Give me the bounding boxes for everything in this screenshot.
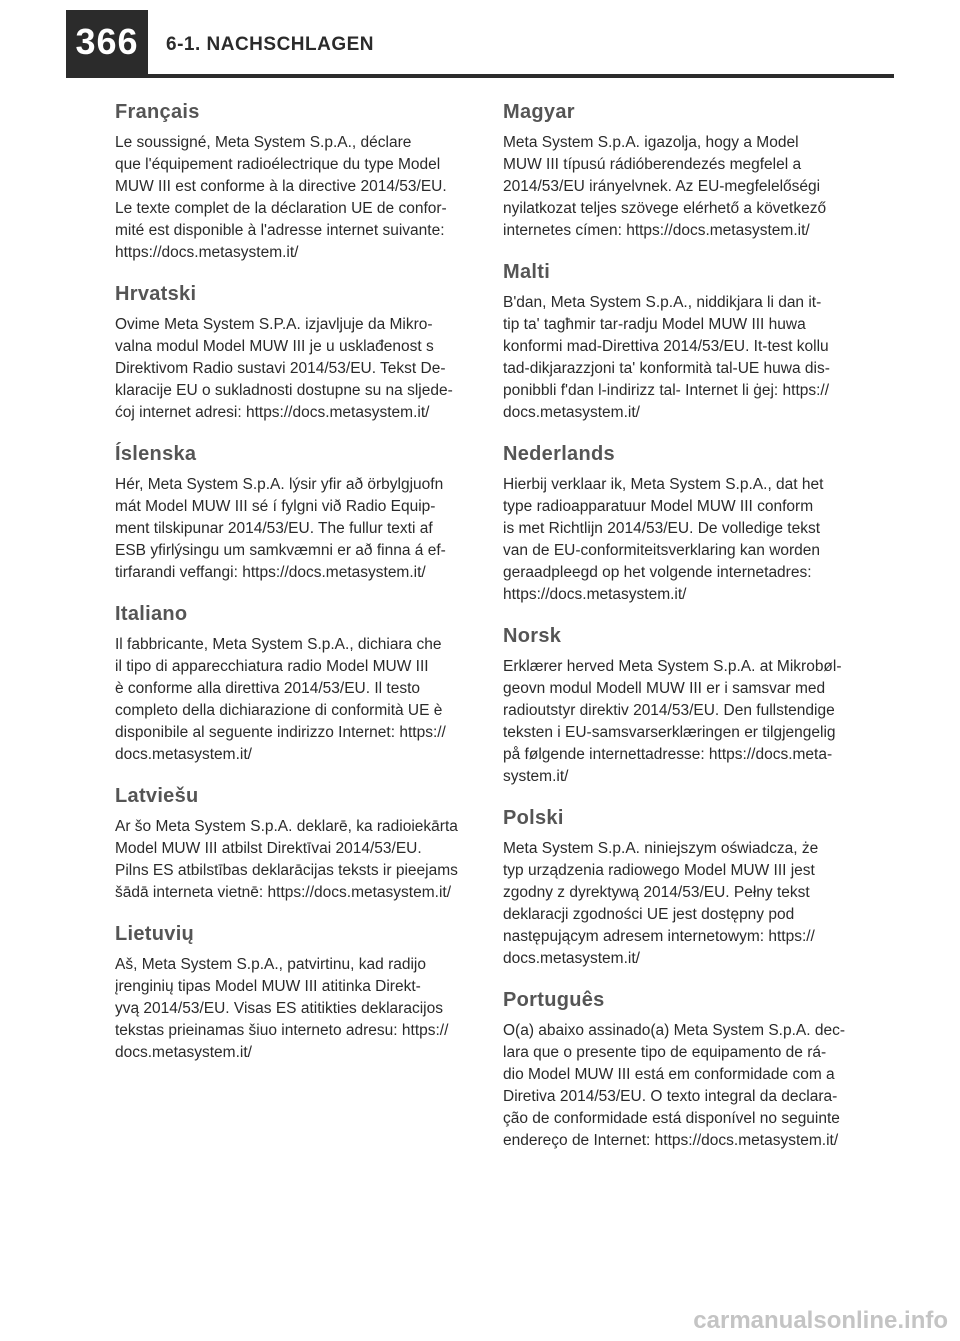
section-body bbox=[115, 954, 465, 1064]
body-line: radioutstyr direktiv 2014/53/EU. Den fullstendige bbox=[503, 702, 835, 719]
body-line: tekstas prieinamas šiuo interneto adresu: https:// bbox=[115, 1022, 449, 1039]
body-line: endereço de Internet: https://docs.metasystem.it/ bbox=[503, 1132, 839, 1149]
body-line: MUW III típusú rádióberendezés megfelel a bbox=[503, 156, 802, 173]
body-line: šādā interneta vietnē: https://docs.metasystem.it/ bbox=[115, 884, 451, 901]
body-line: zgodny z dyrektywą 2014/53/EU. Pełny tekst bbox=[503, 884, 810, 901]
body-line: Pilns ES atbilstības deklarācijas teksts ir pieejams bbox=[115, 862, 458, 879]
body-line: è conforme alla direttiva 2014/53/EU. Il testo bbox=[115, 680, 420, 697]
body-line: nyilatkozat teljes szövege elérhető a következő bbox=[503, 200, 827, 217]
section-title: Malti bbox=[503, 261, 551, 283]
body-line: tip ta' tagħmir tar-radju Model MUW III huwa bbox=[503, 316, 806, 333]
body-line: il tipo di apparecchiatura radio Model MUW III bbox=[115, 658, 429, 675]
body-line: Diretiva 2014/53/EU. O texto integral da declara- bbox=[503, 1088, 838, 1105]
section-body bbox=[503, 474, 853, 606]
body-line: Aš, Meta System S.p.A., patvirtinu, kad radijo bbox=[115, 956, 426, 973]
section-title: Nederlands bbox=[503, 443, 615, 465]
section-body bbox=[503, 292, 853, 424]
body-line: van de EU-conformiteitsverklaring kan worden bbox=[503, 542, 821, 559]
body-line: que l'équipement radioélectrique du type Model bbox=[115, 156, 441, 173]
body-line: dio Model MUW III está em conformidade com a bbox=[503, 1066, 835, 1083]
body-line: disponibile al seguente indirizzo Internet: https:// bbox=[115, 724, 446, 741]
body-line: geovn modul Modell MUW III er i samsvar med bbox=[503, 680, 826, 697]
body-line: ćoj internet adresi: https://docs.metasystem.it/ bbox=[115, 404, 430, 421]
section-title: Norsk bbox=[503, 625, 562, 647]
body-line: B'dan, Meta System S.p.A., niddikjara li dan it- bbox=[503, 294, 822, 311]
language-section bbox=[503, 98, 853, 242]
body-line: ponibbli f'dan l-indirizz tal- Internet li ġej: https:// bbox=[503, 382, 830, 399]
body-line: Hér, Meta System S.p.A. lýsir yfir að örbylgjuofn bbox=[115, 476, 444, 493]
chapter-title: 6-1. NACHSCHLAGEN bbox=[166, 34, 375, 55]
section-title: Latviešu bbox=[115, 785, 199, 807]
body-line: docs.metasystem.it/ bbox=[503, 950, 640, 967]
language-section bbox=[503, 804, 853, 970]
body-line: system.it/ bbox=[503, 768, 569, 785]
body-line: ment tilskipunar 2014/53/EU. The fullur texti af bbox=[115, 520, 433, 537]
section-body bbox=[115, 474, 465, 584]
language-section bbox=[503, 986, 853, 1152]
body-line: lara que o presente tipo de equipamento de rá- bbox=[503, 1044, 827, 1061]
body-line: https://docs.metasystem.it/ bbox=[115, 244, 299, 261]
body-line: Ovime Meta System S.P.A. izjavljuje da Mikro- bbox=[115, 316, 433, 333]
body-line: teksten i EU-samsvarserklæringen er tilgjengelig bbox=[503, 724, 836, 741]
body-line: internetes címen: https://docs.metasystem.it/ bbox=[503, 222, 810, 239]
body-line: O(a) abaixo assinado(a) Meta System S.p.A. dec- bbox=[503, 1022, 846, 1039]
body-line: completo della dichiarazione di conformità UE è bbox=[115, 702, 443, 719]
section-title: Hrvatski bbox=[115, 283, 197, 305]
section-body bbox=[115, 634, 465, 766]
body-line: Erklærer herved Meta System S.p.A. at Mikrobøl- bbox=[503, 658, 842, 675]
body-line: valna modul Model MUW III je u usklađenost s bbox=[115, 338, 434, 355]
body-line: ção de conformidade está disponível no seguinte bbox=[503, 1110, 840, 1127]
language-section bbox=[503, 258, 853, 424]
page-header bbox=[0, 0, 960, 78]
section-title: Português bbox=[503, 989, 605, 1011]
language-section bbox=[115, 782, 465, 904]
body-line: Model MUW III atbilst Direktīvai 2014/53/EU. bbox=[115, 840, 422, 857]
language-section bbox=[115, 98, 465, 264]
body-line: ESB yfirlýsingu um samkvæmni er að finna á ef- bbox=[115, 542, 446, 559]
body-line: type radioapparatuur Model MUW III conform bbox=[503, 498, 814, 515]
right-column bbox=[503, 98, 853, 1168]
body-line: mát Model MUW III sé í fylgni við Radio Equip- bbox=[115, 498, 436, 515]
body-line: Il fabbricante, Meta System S.p.A., dichiara che bbox=[115, 636, 442, 653]
body-line: på følgende internettadresse: https://docs.meta- bbox=[503, 746, 833, 763]
body-line: docs.metasystem.it/ bbox=[503, 404, 640, 421]
language-section bbox=[115, 600, 465, 766]
body-line: klaracije EU o sukladnosti dostupne su na sljede- bbox=[115, 382, 453, 399]
body-line: Le texte complet de la déclaration UE de confor- bbox=[115, 200, 447, 217]
body-line: įrenginių tipas Model MUW III atitinka Direkt- bbox=[115, 978, 421, 995]
section-title: Polski bbox=[503, 807, 564, 829]
body-line: deklaracji zgodności UE jest dostępny pod bbox=[503, 906, 795, 923]
section-body bbox=[115, 132, 465, 264]
body-line: Meta System S.p.A. niniejszym oświadcza, że bbox=[503, 840, 819, 857]
body-line: https://docs.metasystem.it/ bbox=[503, 586, 687, 603]
language-section bbox=[503, 622, 853, 788]
section-body bbox=[503, 656, 853, 788]
watermark: carmanualsonline.info bbox=[693, 1307, 948, 1334]
body-line: konformi mad-Direttiva 2014/53/EU. It-test kollu bbox=[503, 338, 829, 355]
language-section bbox=[115, 920, 465, 1064]
body-line: yvą 2014/53/EU. Visas ES atitikties deklaracijos bbox=[115, 1000, 443, 1017]
left-column bbox=[115, 98, 465, 1080]
body-line: docs.metasystem.it/ bbox=[115, 746, 252, 763]
body-line: geraadpleegd op het volgende internetadres: bbox=[503, 564, 812, 581]
body-line: tad-dikjarazzjoni ta' konformità tal-UE huwa dis- bbox=[503, 360, 830, 377]
body-line: docs.metasystem.it/ bbox=[115, 1044, 252, 1061]
section-title: Lietuvių bbox=[115, 923, 195, 945]
language-section bbox=[503, 440, 853, 606]
header-rule bbox=[66, 74, 894, 78]
section-body bbox=[115, 816, 465, 904]
body-line: Hierbij verklaar ik, Meta System S.p.A., dat het bbox=[503, 476, 824, 493]
section-body bbox=[503, 838, 853, 970]
section-title: Magyar bbox=[503, 101, 575, 123]
body-line: typ urządzenia radiowego Model MUW III jest bbox=[503, 862, 815, 879]
body-line: MUW III est conforme à la directive 2014/53/EU. bbox=[115, 178, 447, 195]
body-line: Ar šo Meta System S.p.A. deklarē, ka radioiekārta bbox=[115, 818, 458, 835]
body-line: 2014/53/EU irányelvnek. Az EU-megfelelőségi bbox=[503, 178, 821, 195]
section-body bbox=[503, 1020, 853, 1152]
section-title: Français bbox=[115, 101, 200, 123]
body-line: następującym adresem internetowym: https:// bbox=[503, 928, 815, 945]
body-line: is met Richtlijn 2014/53/EU. De volledige tekst bbox=[503, 520, 821, 537]
body-line: Le soussigné, Meta System S.p.A., déclare bbox=[115, 134, 412, 151]
body-line: Meta System S.p.A. igazolja, hogy a Model bbox=[503, 134, 799, 151]
body-line: tirfarandi veffangi: https://docs.metasystem.it/ bbox=[115, 564, 426, 581]
section-body bbox=[503, 132, 853, 242]
language-section bbox=[115, 280, 465, 424]
language-section bbox=[115, 440, 465, 584]
section-body bbox=[115, 314, 465, 424]
section-title: Íslenska bbox=[115, 443, 197, 465]
body-line: Direktivom Radio sustavi 2014/53/EU. Tekst De- bbox=[115, 360, 446, 377]
section-title: Italiano bbox=[115, 603, 188, 625]
page-number: 366 bbox=[66, 10, 148, 74]
body-line: mité est disponible à l'adresse internet suivante: bbox=[115, 222, 445, 239]
